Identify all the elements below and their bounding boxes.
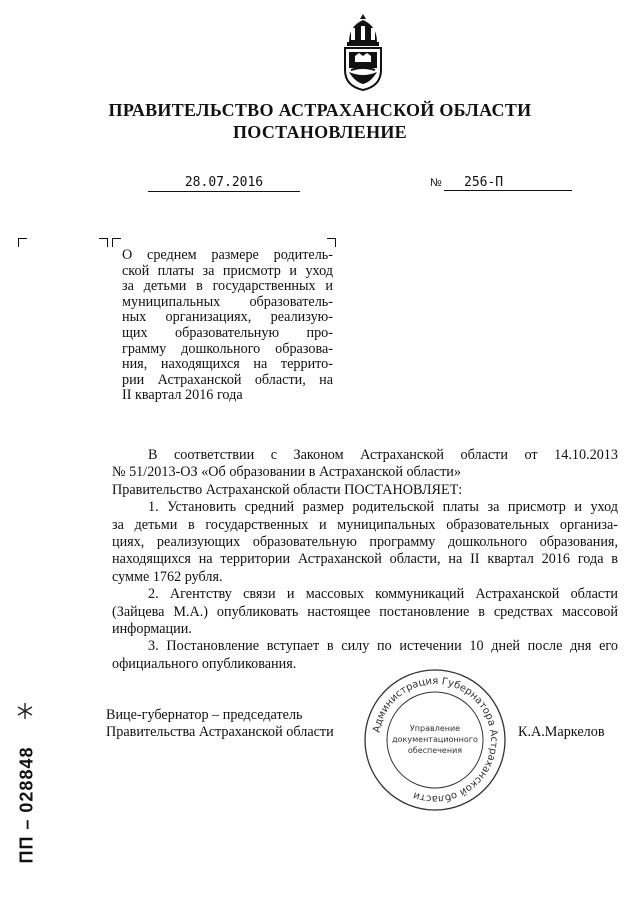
subject-line: ской платы за присмотр и уход [122,262,333,279]
body-line: официального опубликования. [112,655,297,672]
number-sign: № [430,177,442,189]
body-line: № 51/2013-ОЗ «Об образовании в Астраханской области» [112,464,461,481]
body-line: за детьми в государственных и муниципальных образовательных организа- [112,516,618,533]
body-line: информации. [112,621,192,638]
signatory-position-line: Вице-губернатор – председатель [106,707,303,723]
subject-line: муниципальных образователь- [122,293,333,310]
subject-line: II квартал 2016 года [122,387,243,404]
body-line: В соответствии с Законом Астраханской области от 14.10.2013 [148,447,618,463]
decorative-mark-icon [14,700,36,722]
body-line: сумме 1762 рубля. [112,568,223,585]
stamp-center-text: Управление [409,724,461,733]
subject-line: грамму дошкольного образова- [122,340,333,357]
subject-line: за детьми в государственных и [122,278,333,295]
corner-mark [327,238,336,247]
signatory-position [106,707,334,742]
document-date: 28.07.2016 [148,175,300,192]
official-stamp [362,667,508,813]
body-line: Правительство Астраханской области ПОСТАНОВЛЯЕТ: [112,481,463,498]
corner-mark [18,238,27,247]
body-line: 3. Постановление вступает в силу по истечении 10 дней после дня его [148,638,618,655]
body-line: находящихся на территории Астраханской области, на II квартал 2016 года в [112,551,618,568]
subject-line: ных организациях, реализую- [122,309,333,326]
signatory-name: К.А.Маркелов [518,724,605,740]
form-serial-number [12,730,42,880]
body-line: 2. Агентству связи и массовых коммуникаций Астраханской области [148,586,618,603]
document-number: 256-П [444,175,572,191]
subject-line: щих образовательную про- [122,324,333,341]
signatory-position-line: Правительства Астраханской области [106,724,334,741]
body-line: (Зайцева М.А.) опубликовать настоящее постановление в средствах массовой [112,603,618,620]
subject-line: ния, находящихся на террито- [122,356,333,373]
serial-text: ПП – 028848 [16,746,37,864]
corner-mark [99,238,108,247]
coat-of-arms-icon [335,12,391,92]
stamp-center-text: обеспечения [407,746,463,755]
stamp-center-text: документационного [392,735,478,744]
document-type-title: ПОСТАНОВЛЕНИЕ [233,122,407,142]
stamp-ring-text: Администрация Губернатора Астраханской области [371,675,500,805]
document-subject [122,248,333,404]
organization-title: ПРАВИТЕЛЬСТВО АСТРАХАНСКОЙ ОБЛАСТИ [108,100,532,120]
corner-mark [112,238,121,247]
body-line: 1. Установить средний размер родительской платы за присмотр и уход [148,499,618,516]
document-body [112,447,618,673]
body-line: циях, реализующих образовательную программу дошкольного образования, [112,534,618,551]
subject-line: О среднем размере родитель- [122,247,333,263]
subject-line: рии Астраханской области, на [122,371,333,388]
